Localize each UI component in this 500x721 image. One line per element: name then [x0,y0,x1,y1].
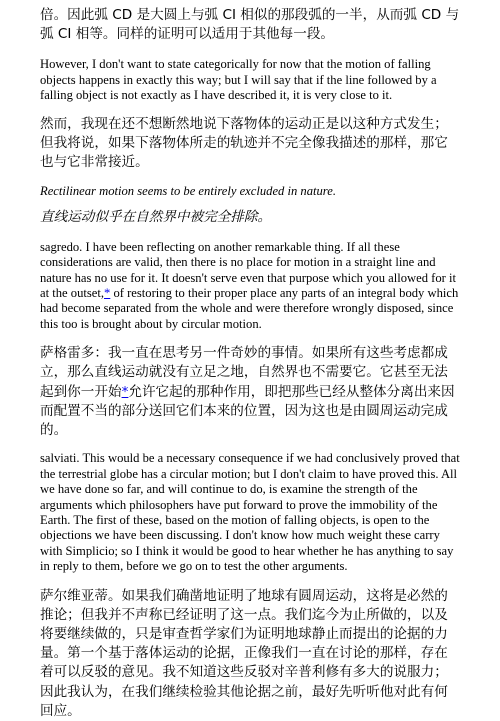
sagredo-en-text-after: of restoring to their proper place any parts of an integral body which had become separated from the whole and were therefore wrongly disposed, since this too is brought about by circular motion. [40,286,459,331]
section-heading-zh: 直线运动似乎在自然界中被完全排除。 [40,208,272,225]
sagredo-zh-text-before: 萨格雷多：我一直在思考另一件奇妙的事情。如果所有这些考虑都成立，那么直线运动就没有立足之地，自然界也不需要它。它甚至无法起到你一开始 [40,345,448,400]
paragraph-zh-falling-objects: 然而，我现在还不想断然地说下落物体的运动正是以这种方式发生；但我将说，如果下落物体所走的轨迹并不完全像我描述的那样，那它也与它非常接近。 [40,115,448,171]
paragraph-en-falling-objects: However, I don't want to state categorically for now that the motion of falling objects happens in exactly this way; but I will say that if the line followed by a falling object is not exactly as I have described it, it is very close to it. [40,57,437,103]
paragraph-zh-arc-proof: 倍。因此弧 CD 是大圆上与弧 CI 相似的那段弧的一半，从而弧 CD 与弧 CI 相等。同样的证明可以适用于其他每一段。 [40,7,460,43]
sagredo-zh-text-after: 允许它起的那种作用，即把那些已经从整体分离出来因而配置不当的部分送回它们本来的位置，因为这也是由圆周运动完成的。 [40,383,455,439]
footnote-link-zh[interactable]: * [121,383,129,400]
paragraph-zh-sagredo [40,344,460,440]
section-heading-en: Rectilinear motion seems to be entirely excluded in nature. [40,184,336,199]
footnote-link[interactable]: * [104,286,111,301]
paragraph-en-sagredo [40,240,460,332]
sagredo-en-text-before: sagredo. I have been reflecting on another remarkable thing. If all these considerations are valid, then there is no place for motion in a straight line and nature has no use for it. It doesn't serve even that purpose which you allowed for it at the outset, [40,239,456,301]
paragraph-zh-salviati: 萨尔维亚蒂。如果我们确凿地证明了地球有圆周运动，这将是必然的推论；但我并不声称已经证明了这一点。我们迄今为止所做的，以及将要继续做的，只是审查哲学家们为证明地球静止而提出的论据的力量。第一个基于落体运动的论据，正像我们一直在讨论的那样，存在着可以反驳的意见。我不知道这些反驳对辛普利修有多大的说服力；因此我认为，在我们继续检验其他论据之前，最好先听听他对此有何回应。 [40,587,448,719]
paragraph-en-salviati: salviati. This would be a necessary consequence if we had conclusively proved that the terrestrial globe has a circular motion; but I don't claim to have proved this. All we have done so far, and will continue to do, is examine the strength of the arguments which philosophers have put forward to prove the immobility of the Earth. The first of these, based on the motion of falling objects, is open to the objections we have been discussing. I don't know how much weight these carry with Simplicio; so I think it would be good to hear whether he has anything to say in reply to them, before we go on to test the other arguments. [40,451,460,574]
